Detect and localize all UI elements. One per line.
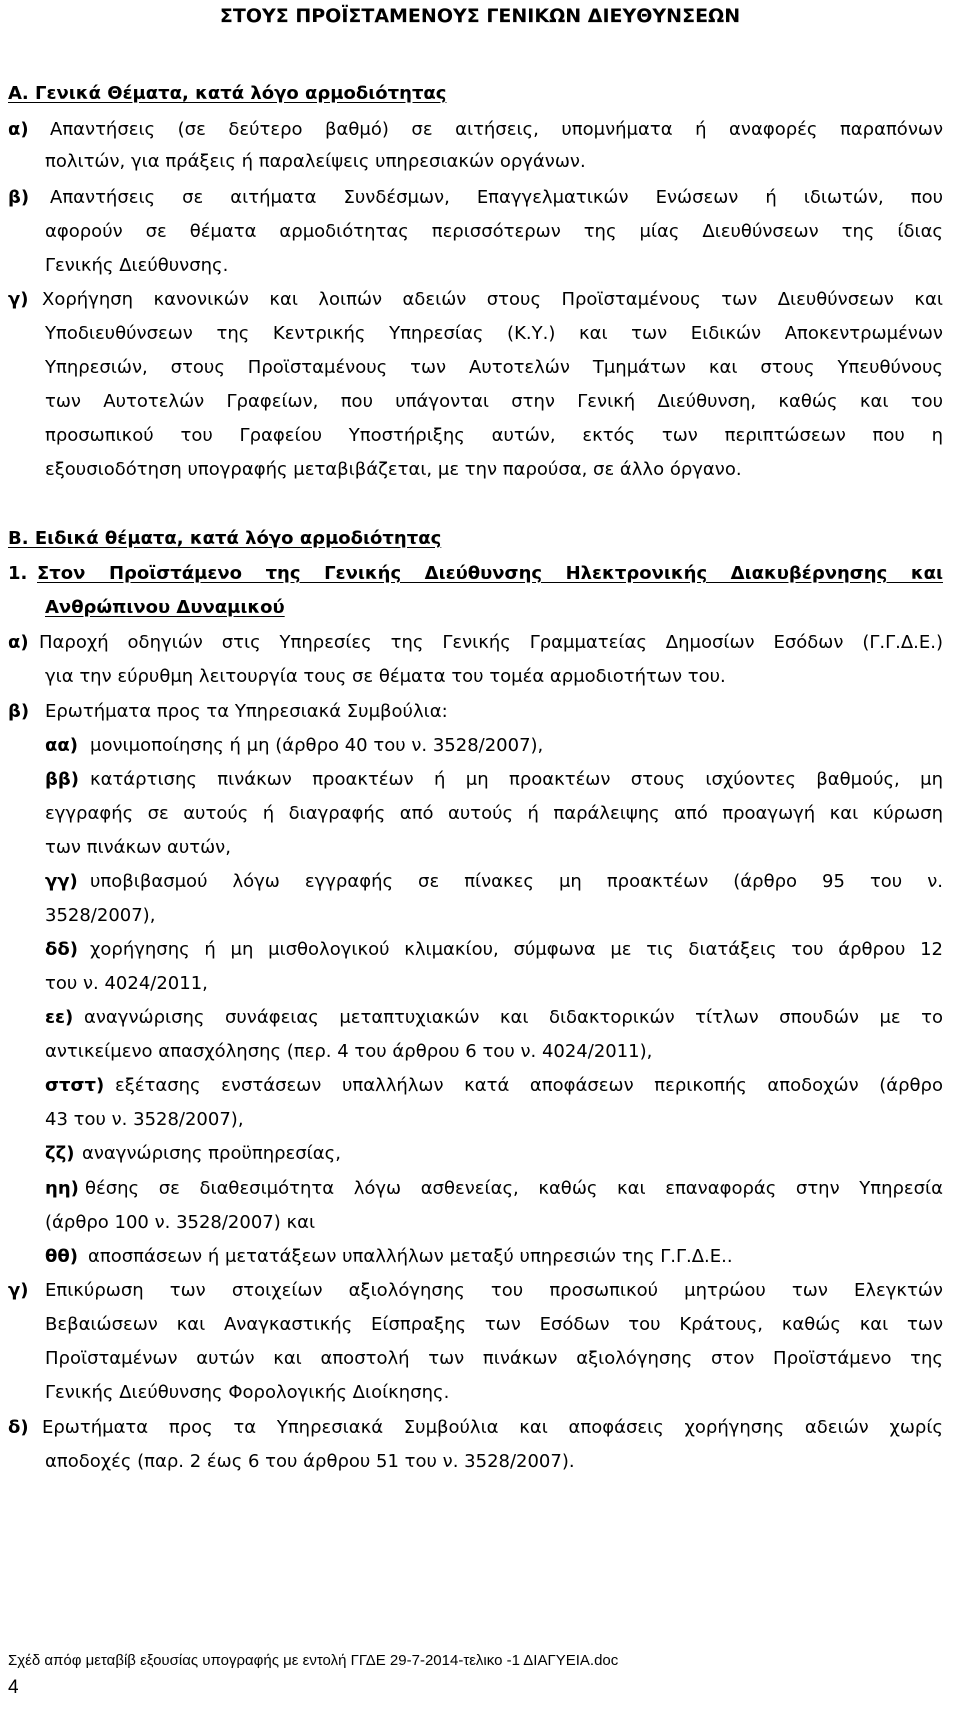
item-c-line-5: προσωπικού του Γραφείου Υποστήριξης αυτών, εκτός των περιπτώσεων που η [45, 425, 943, 446]
bb-thth-line-1: αποσπάσεων ή μετατάξεων υπαλλήλων μεταξύ υπηρεσιών της Γ.Γ.Δ.Ε.. [88, 1246, 733, 1267]
b-a-line-1: Παροχή οδηγιών στις Υπηρεσίες της Γενικής Γραμματείας Δημοσίων Εσόδων (Γ.Γ.Δ.Ε.) [39, 632, 943, 653]
b-c-line-4: Γενικής Διεύθυνσης Φορολογικής Διοίκησης. [45, 1382, 450, 1403]
item-c-line-2: Υποδιευθύνσεων της Κεντρικής Υπηρεσίας (Κ.Υ.) και των Ειδικών Αποκεντρωμένων [45, 323, 943, 344]
bb-dd-line-1: χορήγησης ή μη μισθολογικού κλιμακίου, σύμφωνα με τις διατάξεις του άρθρου 12 [90, 939, 943, 960]
sub1-title-line-2: Ανθρώπινου Δυναμικού [45, 597, 285, 618]
sub1-title-line-1: Στον Προϊστάμενο της Γενικής Διεύθυνσης Ηλεκτρονικής Διακυβέρνησης και [37, 563, 943, 584]
bb-bb-label: ββ) [45, 769, 79, 790]
bb-bb-line-1: κατάρτισης πινάκων προακτέων ή μη προακτέων στους ισχύοντες βαθμούς, μη [90, 769, 943, 790]
bb-ii-line-2: (άρθρο 100 ν. 3528/2007) και [45, 1212, 316, 1233]
bb-gg-line-1: υποβιβασμού λόγω εγγραφής σε πίνακες μη προακτέων (άρθρο 95 του ν. [90, 871, 943, 892]
bb-gg-label: γγ) [45, 871, 78, 892]
item-c-label: γ) [8, 289, 29, 310]
bb-bb-line-3: των πινάκων αυτών, [45, 837, 231, 858]
page-header: ΣΤΟΥΣ ΠΡΟΪΣΤΑΜΕΝΟΥΣ ΓΕΝΙΚΩΝ ΔΙΕΥΘΥΝΣΕΩΝ [219, 5, 741, 27]
bb-dd-label: δδ) [45, 939, 78, 960]
item-a-label: α) [8, 119, 29, 140]
b-d-line-1: Ερωτήματα προς τα Υπηρεσιακά Συμβούλια και αποφάσεις χορήγησης αδειών χωρίς [42, 1417, 943, 1438]
bb-ee-label: εε) [45, 1007, 74, 1028]
sub1-number: 1. [8, 563, 28, 584]
item-c-line-3: Υπηρεσιών, στους Προϊσταμένους των Αυτοτελών Τμημάτων και στους Υπευθύνους [45, 357, 943, 378]
bb-ii-label: ηη) [45, 1178, 79, 1199]
b-c-line-1: Επικύρωση των στοιχείων αξιολόγησης του προσωπικού μητρώου των Ελεγκτών [45, 1280, 943, 1301]
item-b-label: β) [8, 187, 30, 208]
bb-aa-line-1: μονιμοποίησης ή μη (άρθρο 40 του ν. 3528/2007), [90, 735, 544, 756]
bb-ee-line-2: αντικείμενο απασχόλησης (περ. 4 του άρθρου 6 του ν. 4024/2011), [45, 1041, 653, 1062]
b-d-line-2: αποδοχές (παρ. 2 έως 6 του άρθρου 51 του ν. 3528/2007). [45, 1451, 575, 1472]
b-b-intro: Ερωτήματα προς τα Υπηρεσιακά Συμβούλια: [45, 701, 448, 722]
bb-ii-line-1: θέσης σε διαθεσιμότητα λόγω ασθενείας, καθώς και επαναφοράς στην Υπηρεσία [85, 1178, 943, 1199]
item-b-line-2: αφορούν σε θέματα αρμοδιότητας περισσότερων της μίας Διευθύνσεων της ίδιας [45, 221, 943, 242]
page-number: 4 [8, 1677, 19, 1698]
b-b-label: β) [8, 701, 30, 722]
bb-stst-line-1: εξέτασης ενστάσεων υπαλλήλων κατά αποφάσεων περικοπής αποδοχών (άρθρο [115, 1075, 943, 1096]
bb-stst-label: στστ) [45, 1075, 105, 1096]
bb-bb-line-2: εγγραφής σε αυτούς ή διαγραφής από αυτούς ή παράλειψης από προαγωγή και κύρωση [45, 803, 943, 824]
b-c-line-2: Βεβαιώσεων και Αναγκαστικής Είσπραξης των Εσόδων του Κράτους, καθώς και των [45, 1314, 943, 1335]
bb-aa-label: αα) [45, 735, 78, 756]
b-d-label: δ) [8, 1417, 29, 1438]
item-b-line-1: Απαντήσεις σε αιτήματα Συνδέσμων, Επαγγελματικών Ενώσεων ή ιδιωτών, που [50, 187, 943, 208]
item-a-line-1: Απαντήσεις (σε δεύτερο βαθμό) σε αιτήσεις, υπομνήματα ή αναφορές παραπόνων [50, 119, 943, 140]
bb-dd-line-2: του ν. 4024/2011, [45, 973, 208, 994]
bb-zz-line-1: αναγνώρισης προϋπηρεσίας, [82, 1143, 341, 1164]
footer-filename: Σχέδ απόφ μεταβίβ εξουσίας υπογραφής με εντολή ΓΓΔΕ 29-7-2014-τελικο -1 ΔΙΑΓΥΕΙΑ.doc [8, 1652, 619, 1669]
b-c-label: γ) [8, 1280, 29, 1301]
b-a-line-2: για την εύρυθμη λειτουργία τους σε θέματα του τομέα αρμοδιοτήτων του. [45, 666, 726, 687]
item-a-line-2: πολιτών, για πράξεις ή παραλείψεις υπηρεσιακών οργάνων. [45, 151, 586, 172]
item-b-line-3: Γενικής Διεύθυνσης. [45, 255, 229, 276]
item-c-line-1: Χορήγηση κανονικών και λοιπών αδειών στους Προϊσταμένους των Διευθύνσεων και [42, 289, 943, 310]
item-c-line-6: εξουσιοδότηση υπογραφής μεταβιβάζεται, με την παρούσα, σε άλλο όργανο. [45, 459, 742, 480]
bb-thth-label: θθ) [45, 1246, 78, 1267]
bb-zz-label: ζζ) [45, 1143, 75, 1164]
item-c-line-4: των Αυτοτελών Γραφείων, που υπάγονται στην Γενική Διεύθυνση, καθώς και του [45, 391, 943, 412]
bb-stst-line-2: 43 του ν. 3528/2007), [45, 1109, 244, 1130]
section-a-heading: Α. Γενικά Θέματα, κατά λόγο αρμοδιότητας [8, 83, 447, 104]
bb-gg-line-2: 3528/2007), [45, 905, 156, 926]
b-c-line-3: Προϊσταμένων αυτών και αποστολή των πινάκων αξιολόγησης στον Προϊστάμενο της [45, 1348, 943, 1369]
bb-ee-line-1: αναγνώρισης συνάφειας μεταπτυχιακών και διδακτορικών τίτλων σπουδών με το [84, 1007, 943, 1028]
section-b-heading: Β. Ειδικά θέματα, κατά λόγο αρμοδιότητας [8, 528, 442, 549]
b-a-label: α) [8, 632, 29, 653]
